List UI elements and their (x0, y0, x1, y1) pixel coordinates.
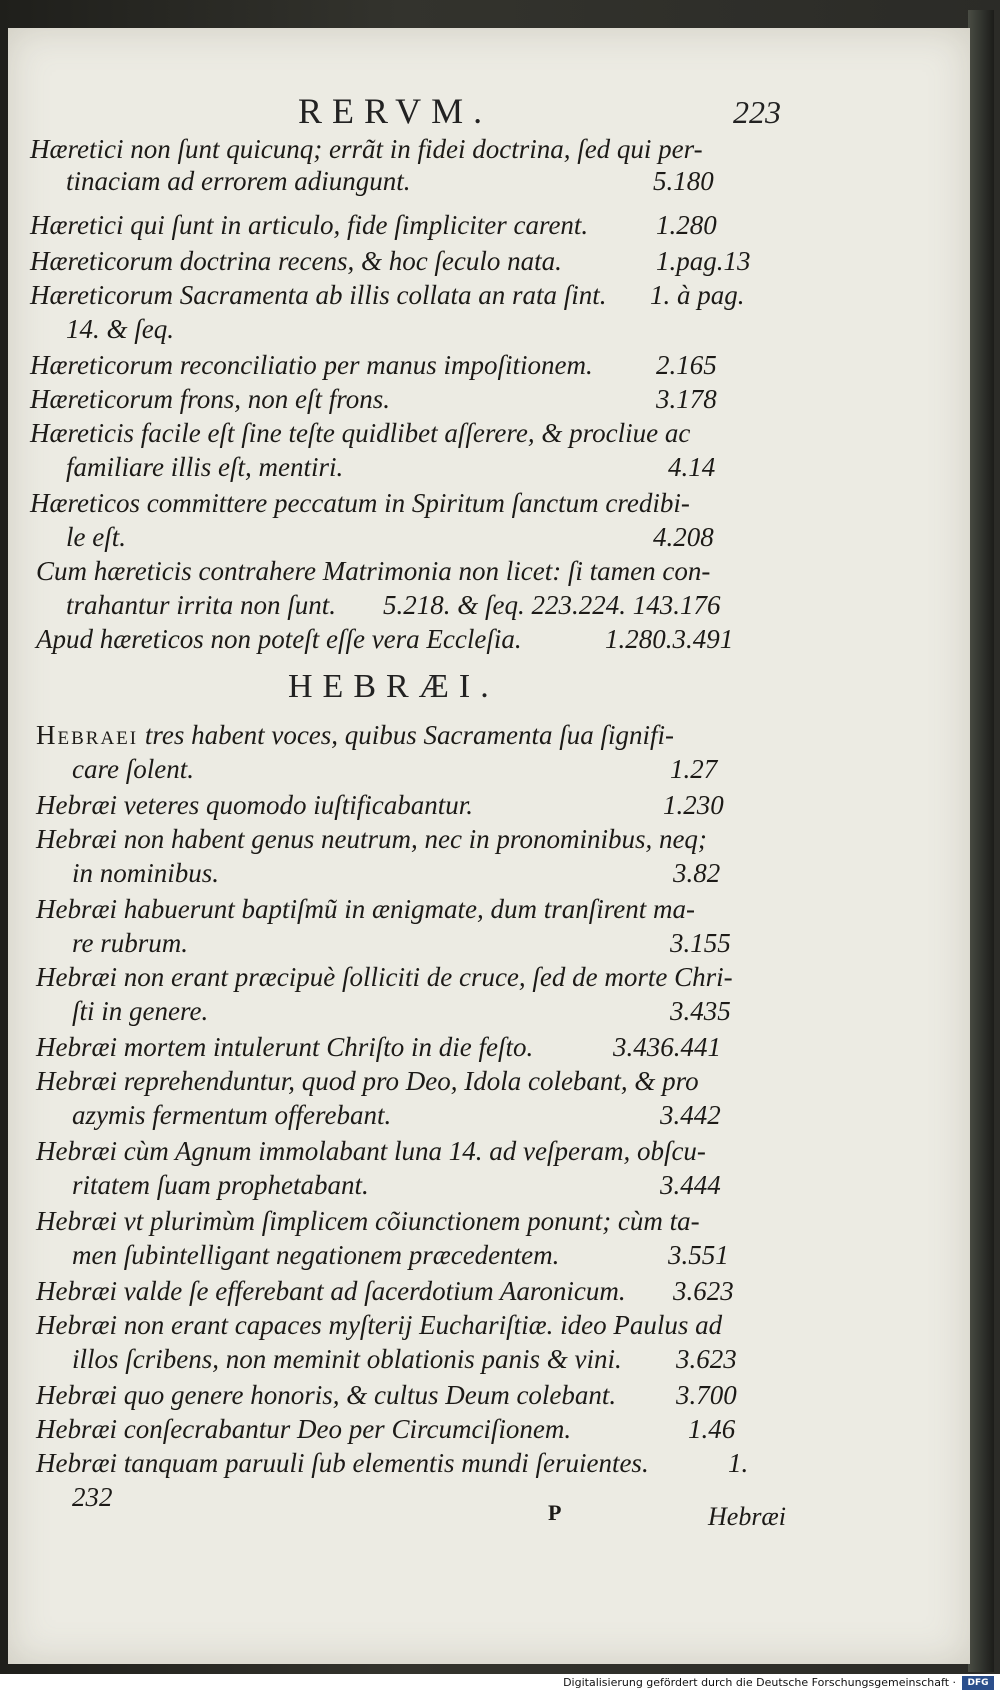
dfg-logo: DFG (962, 1676, 994, 1690)
index-entry-line: Hæretici non ſunt quicunq; errãt in fidei doctrina, ſed qui per- (30, 134, 703, 164)
index-entry-line: Hebræi non erant præcipuè ſolliciti de cruce, ſed de morte Chri- (36, 962, 733, 992)
index-reference: 3.436.441 (613, 1032, 721, 1062)
index-entry-line: Cum hæreticis contrahere Matrimonia non licet: ſi tamen con- (36, 556, 711, 586)
index-entry-line: 14. & ſeq. (66, 314, 174, 344)
index-reference: 1. à pag. (650, 280, 745, 310)
index-reference: 3.444 (660, 1170, 721, 1200)
index-reference: 3.700 (676, 1380, 737, 1410)
index-reference: 5.218. & ſeq. 223.224. 143.176 (383, 590, 721, 620)
index-reference: 3.82 (673, 858, 721, 888)
index-entry-line: Hebræi mortem intulerunt Chriſto in die feſto. (36, 1032, 534, 1062)
signature-mark: P (548, 1500, 562, 1525)
catchword: Hebræi (708, 1502, 786, 1531)
index-entry-line: illos ſcribens, non meminit oblationis panis & vini. (72, 1344, 622, 1374)
index-entry-line: Hæretici qui ſunt in articulo, fide ſimpliciter carent. (30, 210, 589, 240)
index-reference: 3.623 (676, 1344, 737, 1374)
index-entry-line: trahantur irrita non ſunt. (66, 590, 337, 620)
index-reference: 1.230 (663, 790, 724, 820)
index-reference: 1.280 (656, 210, 717, 240)
index-reference: 3.178 (656, 384, 717, 414)
index-entry-line: tinaciam ad errorem adiungunt. (66, 166, 411, 196)
index-entry-line: Hebræi tanquam paruuli ſub elementis mundi ſeruientes. (36, 1448, 649, 1478)
index-reference: 3.155 (670, 928, 731, 958)
index-entry-line: Apud hæreticos non poteſt eſſe vera Eccleſia. (36, 624, 522, 654)
book-edge (968, 10, 994, 1672)
index-entry-line: Hebræi reprehenduntur, quod pro Deo, Idola colebant, & pro (36, 1066, 699, 1096)
index-entry-line: Hebræi cùm Agnum immolabant luna 14. ad veſperam, obſcu- (36, 1136, 706, 1166)
entry-text: tres habent voces, quibus Sacramenta ſua ſignifi- (138, 720, 675, 750)
index-entry-line: in nominibus. (72, 858, 220, 888)
index-entry-line: re rubrum. (72, 928, 189, 958)
index-reference: 1.280.3.491 (605, 624, 734, 654)
index-entry-line: azymis fermentum offerebant. (72, 1100, 392, 1130)
running-head: RERVM. (298, 91, 493, 131)
index-reference: 3.435 (670, 996, 731, 1026)
index-reference: 5.180 (653, 166, 714, 196)
index-entry-line: Hebræi non habent genus neutrum, nec in pronominibus, neq; (36, 824, 707, 854)
index-reference: 1.27 (670, 754, 718, 784)
index-reference: 4.208 (653, 522, 714, 552)
index-entry-line: Hæreticorum frons, non eſt frons. (30, 384, 391, 414)
index-entry-line: Hæreticorum doctrina recens, & hoc ſeculo nata. (30, 246, 562, 276)
index-entry-line: le eſt. (66, 522, 126, 552)
index-reference: 1.pag.13 (656, 246, 751, 276)
index-entry-line: Hebræi conſecrabantur Deo per Circumciſionem. (36, 1414, 572, 1444)
index-entry-line: care ſolent. (72, 754, 194, 784)
entry-lead-word: Hebraei (36, 720, 139, 750)
index-reference: 3.551 (668, 1240, 729, 1270)
index-reference: 3.623 (673, 1276, 734, 1306)
index-reference: 1. (728, 1448, 749, 1478)
index-entry-line: men ſubintelligant negationem præcedentem. (72, 1240, 560, 1270)
index-entry-line (36, 718, 674, 752)
index-entry-line: ritatem ſuam prophetabant. (72, 1170, 369, 1200)
index-reference: 2.165 (656, 350, 717, 380)
index-entry-line: Hebræi quo genere honoris, & cultus Deum colebant. (36, 1380, 617, 1410)
index-entry-line: Hæreticorum reconciliatio per manus impoſitionem. (30, 350, 593, 380)
index-entry-line: familiare illis eſt, mentiri. (66, 452, 344, 482)
page-content (8, 28, 970, 1664)
index-entry-line: Hebræi habuerunt baptiſmũ in ænigmate, dum tranſirent ma- (36, 894, 695, 924)
index-entry-line: Hebræi non erant capaces myſterij Euchariſtiæ. ideo Paulus ad (36, 1310, 723, 1340)
index-entry-line: Hebræi veteres quomodo iuſtificabantur. (36, 790, 473, 820)
index-entry-line: ſti in genere. (72, 996, 209, 1026)
index-entry-line: Hebræi valde ſe efferebant ad ſacerdotium Aaronicum. (36, 1276, 626, 1306)
index-entry-line: Hæreticorum Sacramenta ab illis collata an rata ſint. (30, 280, 607, 310)
index-entry-line: 232 (72, 1482, 113, 1512)
index-entry-line: Hæreticos committere peccatum in Spiritum ſanctum credibi- (30, 488, 690, 518)
index-entry-line: Hæreticis facile eſt ſine teſte quidlibet aſſerere, & procliue ac (30, 418, 691, 448)
page-number: 223 (733, 94, 781, 130)
section-heading: HEBRÆI. (288, 668, 499, 705)
index-reference: 3.442 (660, 1100, 721, 1130)
index-reference: 4.14 (668, 452, 716, 482)
book-page (8, 28, 970, 1664)
index-entry-line: Hebræi vt plurimùm ſimplicem cõiunctionem ponunt; cùm ta- (36, 1206, 700, 1236)
index-reference: 1.46 (688, 1414, 736, 1444)
funding-notice: Digitalisierung gefördert durch die Deutsche Forschungsgemeinschaft · (563, 1676, 956, 1689)
